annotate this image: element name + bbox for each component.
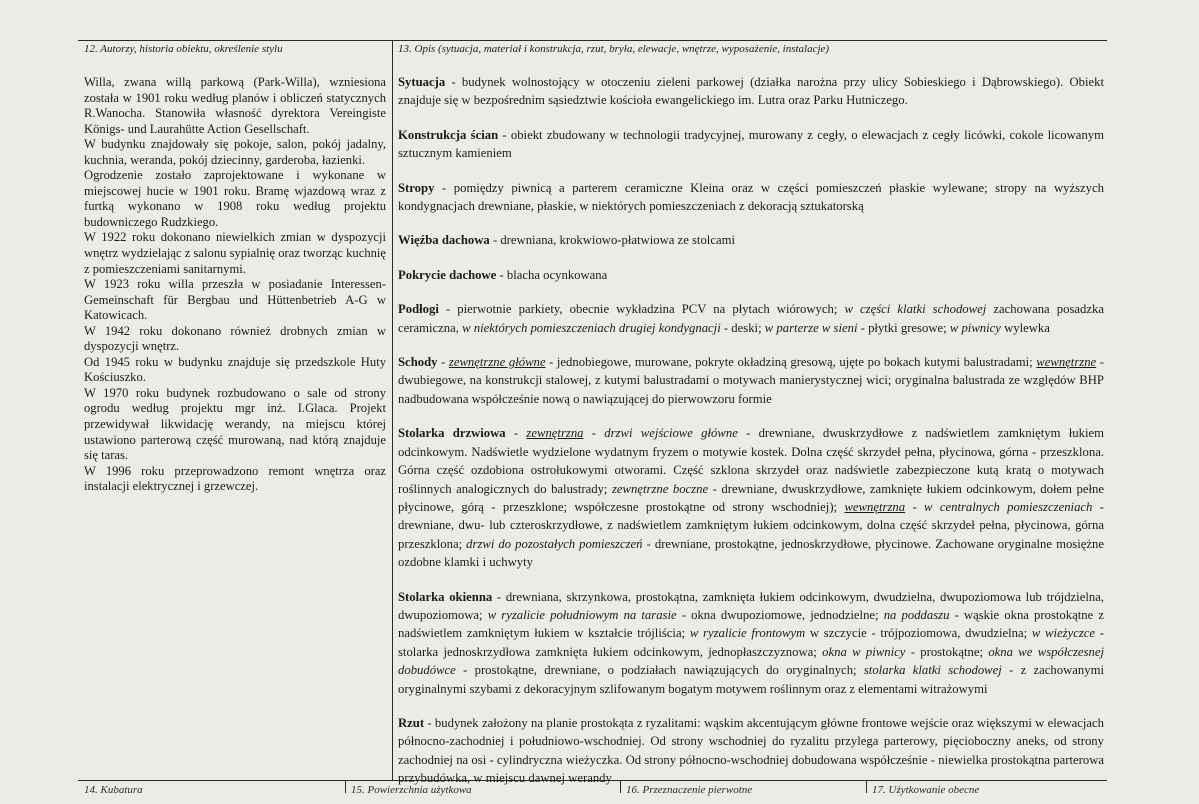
section-text: - dwubiegowe, na konstrukcji stalowej, z kutymi balustradami o motywach manierystycznej wici; oryginalna balustrada ze względów BHP nadbudowana współcześnie nową o nawiązującej do pierwowzoru formie bbox=[398, 355, 1104, 406]
history-paragraph: Od 1945 roku w budynku znajduje się przedszkole Huty Kościuszko. bbox=[84, 354, 386, 385]
section-text: - okna dwupoziomowe, jednodzielne; bbox=[676, 607, 884, 622]
history-paragraph: Ogrodzenie zostało zaprojektowane i wykonane w miejscowej hucie w 1901 roku. Bramę wjazdową wraz z furtką wykonano w 1908 roku według projektu budowniczego Rudzkiego. bbox=[84, 168, 386, 229]
section-text: - drewniane, dwu- lub czteroskrzydłowe, z nadświetlem zamkniętym łukiem odcinkowym, dolna część skrzydeł pełna, płycinowa, górna przeszklona; bbox=[398, 499, 1104, 551]
section-italic: w parterze w sieni bbox=[764, 320, 858, 335]
header-description: 13. Opis (sytuacja, materiał i konstrukcja, rzut, bryła, elewacje, wnętrze, wyposażenie, instalacje) bbox=[398, 43, 830, 55]
history-paragraph: W 1996 roku przeprowadzono remont wnętrza oraz instalacji elektrycznej i grzewczej. bbox=[84, 463, 386, 494]
section-label: Rzut bbox=[398, 715, 425, 730]
section-text: - drewniane, dwuskrzydłowe z nadświetlem zamkniętym łukiem odcinkowym. Nadświetle wydzielone wydatnym fryzem o motywie kostek. Dolna część skrzydeł pełna, płycinowa, górna - przeszklona. Górna część ozdobiona ostrołukowymi otworami. Część szklona skrzydeł oraz nadświetle zabezpieczone kutą kratą o motywach roślinnych analogicznych do balustrady; bbox=[398, 426, 1104, 496]
top-rule bbox=[78, 40, 1107, 41]
section-text: - pierwotnie parkiety, obecnie wykładzina PCV na płytach wiórowych; bbox=[438, 302, 845, 317]
footer-divider bbox=[866, 780, 867, 793]
section-rzut bbox=[398, 714, 1104, 788]
section-text: - jednobiegowe, murowane, pokryte okładziną gresową, ujęte po bokach kutymi balustradami; bbox=[545, 355, 1037, 370]
section-underlined: zewnętrzna bbox=[526, 426, 584, 441]
section-schody bbox=[398, 353, 1104, 408]
section-text: - drewniane, dwuskrzydłowe, zamknięte łukiem odcinkowym, dołem pełne płycinowe, górą - przeszklone; współczesne prostokątne od strony wschodniej); bbox=[398, 481, 1104, 514]
header-authors-history: 12. Autorzy, historia obiektu, określenie stylu bbox=[84, 43, 283, 55]
section-italic: - w centralnych pomieszczeniach bbox=[905, 499, 1093, 514]
section-text: - prostokątne, drewniane, o podziałach nawiązujących do oryginalnych; bbox=[455, 663, 864, 678]
section-text: w szczycie - trójpoziomowa, dwudzielna; bbox=[805, 626, 1032, 641]
section-italic: drzwi do pozostałych pomieszczeń bbox=[466, 536, 643, 551]
section-label: Pokrycie dachowe bbox=[398, 267, 497, 282]
section-label: Konstrukcja ścian bbox=[398, 127, 499, 142]
description-column bbox=[398, 73, 1104, 804]
section-text: - drewniane, prostokątne, jednoskrzydłowe, płycinowe. Zachowane oryginalne mosiężne ozdobne klamki i uchwyty bbox=[398, 536, 1104, 570]
section-italic: w ryzalicie południowym na tarasie bbox=[487, 607, 677, 622]
history-paragraph: Willa, zwana willą parkową (Park-Willa), wzniesiona została w 1901 roku według planów i obliczeń statycznych R.Wanocha. Stanowiła własność dyrektora Vereingiste Königs- und Laurahütte Action Gesellschaft. bbox=[84, 75, 386, 136]
section-text: wylewka bbox=[1000, 320, 1050, 335]
footer-powierzchnia: 15. Powierzchnia użytkowa bbox=[351, 784, 472, 796]
section-text: - budynek wolnostojący w otoczeniu zieleni parkowej (działka narożna przy ulicy Sobieskiego i Dąbrowskiego). Obiekt znajduje się w bezpośrednim sąsiedztwie kościoła ewangelickiego im. Lutra oraz Parku Hutniczego. bbox=[398, 75, 1104, 108]
history-paragraph: W budynku znajdowały się pokoje, salon, pokój jadalny, kuchnia, weranda, pokój dziecinny, garderoba, łazienki. bbox=[84, 137, 386, 167]
section-text: - bbox=[505, 426, 527, 441]
column-divider bbox=[392, 40, 393, 780]
section-label: Stropy bbox=[398, 180, 435, 195]
section-text: - stolarka jednoskrzydłowa zamknięta łukiem odcinkowym, jednopłaszczyznowa; bbox=[398, 626, 1104, 659]
section-text: - drewniana, krokwiowo-płatwiowa ze stolcami bbox=[489, 233, 735, 248]
section-text: - bbox=[437, 355, 449, 370]
footer-kubatura: 14. Kubatura bbox=[84, 784, 143, 796]
section-underlined: wewnętrzna bbox=[844, 499, 906, 514]
section-label: Stolarka drzwiowa bbox=[398, 426, 506, 441]
section-label: Schody bbox=[398, 355, 438, 370]
section-italic: okna w piwnicy bbox=[822, 644, 906, 659]
section-text: zachowana posadzka ceramiczna, bbox=[398, 302, 1104, 335]
section-italic: w ryzalicie frontowym bbox=[689, 626, 806, 641]
section-underlined: zewnętrzne główne bbox=[448, 355, 546, 370]
section-text: - płytki gresowe; bbox=[857, 320, 950, 335]
section-italic: w części klatki schodowej bbox=[844, 302, 987, 317]
section-text: - blacha ocynkowana bbox=[496, 267, 608, 282]
section-italic: zewnętrzne boczne bbox=[611, 481, 709, 496]
history-paragraph: W 1970 roku budynek rozbudowano o sale od strony ogrodu według projektu mgr inż. I.Glaca. Projekt przewidywał likwidację werandy, na miejscu której ustawiono parterową część murowaną, nad którą znajduje się taras. bbox=[84, 385, 386, 463]
section-label: Podłogi bbox=[398, 302, 439, 317]
section-label: Sytuacja bbox=[398, 75, 446, 89]
section-italic: - drzwi wejściowe główne bbox=[583, 426, 738, 441]
section-sytuacja bbox=[398, 73, 1104, 110]
section-underlined: wewnętrzne bbox=[1036, 355, 1097, 370]
section-text: - wąskie okna prostokątne z nadświetlem zamkniętym łukiem w kształcie trójliścia; bbox=[398, 607, 1105, 641]
section-pokrycie bbox=[398, 266, 1104, 284]
section-konstrukcja bbox=[398, 126, 1104, 163]
footer-divider bbox=[620, 780, 621, 793]
section-italic: okna we współczesnej dobudówce bbox=[398, 644, 1104, 678]
section-label: Stolarka okienna bbox=[398, 589, 493, 604]
section-stolarka-okienna bbox=[398, 588, 1104, 698]
section-text: - obiekt zbudowany w technologii tradycyjnej, murowany z cegły, o elewacjach z cegły licówki, cokole licowanym sztucznym kamieniem bbox=[398, 127, 1104, 161]
footer-uzytkowanie: 17. Użytkowanie obecne bbox=[872, 784, 980, 796]
footer-przeznaczenie: 16. Przeznaczenie pierwotne bbox=[626, 784, 753, 796]
section-italic: w niektórych pomieszczeniach drugiej kondygnacji bbox=[462, 320, 721, 335]
history-column bbox=[84, 75, 386, 495]
history-paragraph: W 1942 roku dokonano również drobnych zmian w dyspozycji wnętrz. bbox=[84, 323, 386, 354]
section-text: - z zachowanymi oryginalnymi szybami z dekoracyjnym szlifowanym bogatym motywem roślinnym oraz z elementami witrażowymi bbox=[398, 663, 1104, 696]
section-podlogi bbox=[398, 300, 1104, 337]
section-text: - prostokątne; bbox=[905, 644, 989, 659]
section-italic: w wieżyczce bbox=[1031, 626, 1096, 641]
history-paragraph: W 1922 roku dokonano niewielkich zmian w dyspozycji wnętrz wydzielając z salonu sypialnię oraz tworząc kuchnię z pomieszczeniami sanitarnymi. bbox=[84, 230, 386, 276]
section-wiezba bbox=[398, 231, 1104, 249]
section-text: - budynek założony na planie prostokąta z ryzalitami: wąskim akcentującym główne frontowe wejście oraz większymi w elewacjach północno-zachodniej i południowo-wschodniej. Od strony wschodniej do ryzalitu przylega parterowy, pięcioboczny aneks, od strony zachodniej na osi - cylindryczna wieżyczka. Od strony północno-wschodniej dobudowana współcześnie - niewielka prostokątna parterowa przybudówka, w miejscu dawnej werandy bbox=[398, 715, 1104, 786]
section-text: - drewniana, skrzynkowa, prostokątna, zamknięta łukiem odcinkowym, dwudzielna, dwupoziomowa lub trójdzielna, dwupoziomowa; bbox=[398, 589, 1104, 622]
section-stropy bbox=[398, 179, 1104, 216]
footer-divider bbox=[345, 780, 346, 793]
section-stolarka-drzwiowa bbox=[398, 424, 1104, 571]
section-italic: stolarka klatki schodowej bbox=[863, 663, 1002, 678]
section-text: - deski; bbox=[720, 320, 765, 335]
section-italic: w piwnicy bbox=[949, 320, 1001, 335]
history-paragraph: W 1923 roku willa przeszła w posiadanie Interessen-Gemeinschaft für Bergbau und Hüttenbetrieb A-G w Katowicach. bbox=[84, 277, 386, 323]
section-italic: na poddaszu bbox=[883, 607, 950, 622]
section-text: - pomiędzy piwnicą a parterem ceramiczne Kleina oraz w części pomieszczeń płaskie wylewane; stropy na wyższych kondygnacjach drewniane, płaskie, w niektórych pomieszczeniach z dekoracją sztukatorską bbox=[398, 180, 1104, 214]
section-label: Więźba dachowa bbox=[398, 233, 490, 248]
